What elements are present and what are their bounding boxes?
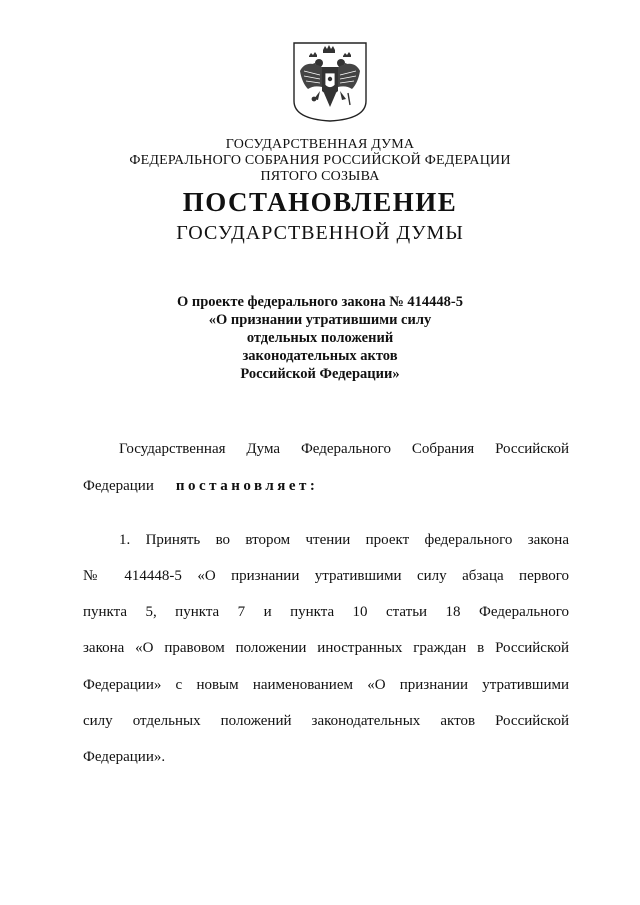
document-subtitle: ГОСУДАРСТВЕННОЙ ДУМЫ [176,222,464,244]
item1-line: Федерации». [83,749,166,765]
coat-of-arms-emblem [292,41,368,123]
preamble-line [83,477,569,495]
header-line-assembly: ФЕДЕРАЛЬНОГО СОБРАНИЯ РОССИЙСКОЙ ФЕДЕРАЦИИ [129,153,511,168]
item1-line: силу отдельных положений законодательных актов Российской [83,713,569,729]
document-title: ПОСТАНОВЛЕНИЕ [182,187,458,217]
item1-line: № 414448-5 «О признании утратившими силу абзаца первого [83,568,569,584]
bill-title-line: отдельных положений [246,330,394,346]
preamble-action: постановляет: [175,478,319,494]
bill-title-line: законодательных актов [242,348,398,364]
item1-line: 1. Принять во втором чтении проект федерального закона [119,532,569,548]
preamble-start: Федерации [83,478,154,494]
bill-title-block [0,293,640,383]
item1-line: Федерации» с новым наименованием «О признании утратившими [83,677,569,693]
bill-title-line: О проекте федерального закона № 414448-5 [176,294,464,310]
header-line-duma: ГОСУДАРСТВЕННАЯ ДУМА [225,137,415,152]
header-line-convocation: ПЯТОГО СОЗЫВА [260,169,380,184]
item1-line: закона «О правовом положении иностранных граждан в Российской [83,640,569,656]
item1-line: пункта 5, пункта 7 и пункта 10 статьи 18 Федерального [83,604,569,620]
bill-title-line: Российской Федерации» [240,366,400,382]
preamble-line: Государственная Дума Федерального Собрания Российской [119,441,569,457]
double-headed-eagle-icon [292,41,368,123]
bill-title-line: «О признании утратившими силу [208,312,432,328]
